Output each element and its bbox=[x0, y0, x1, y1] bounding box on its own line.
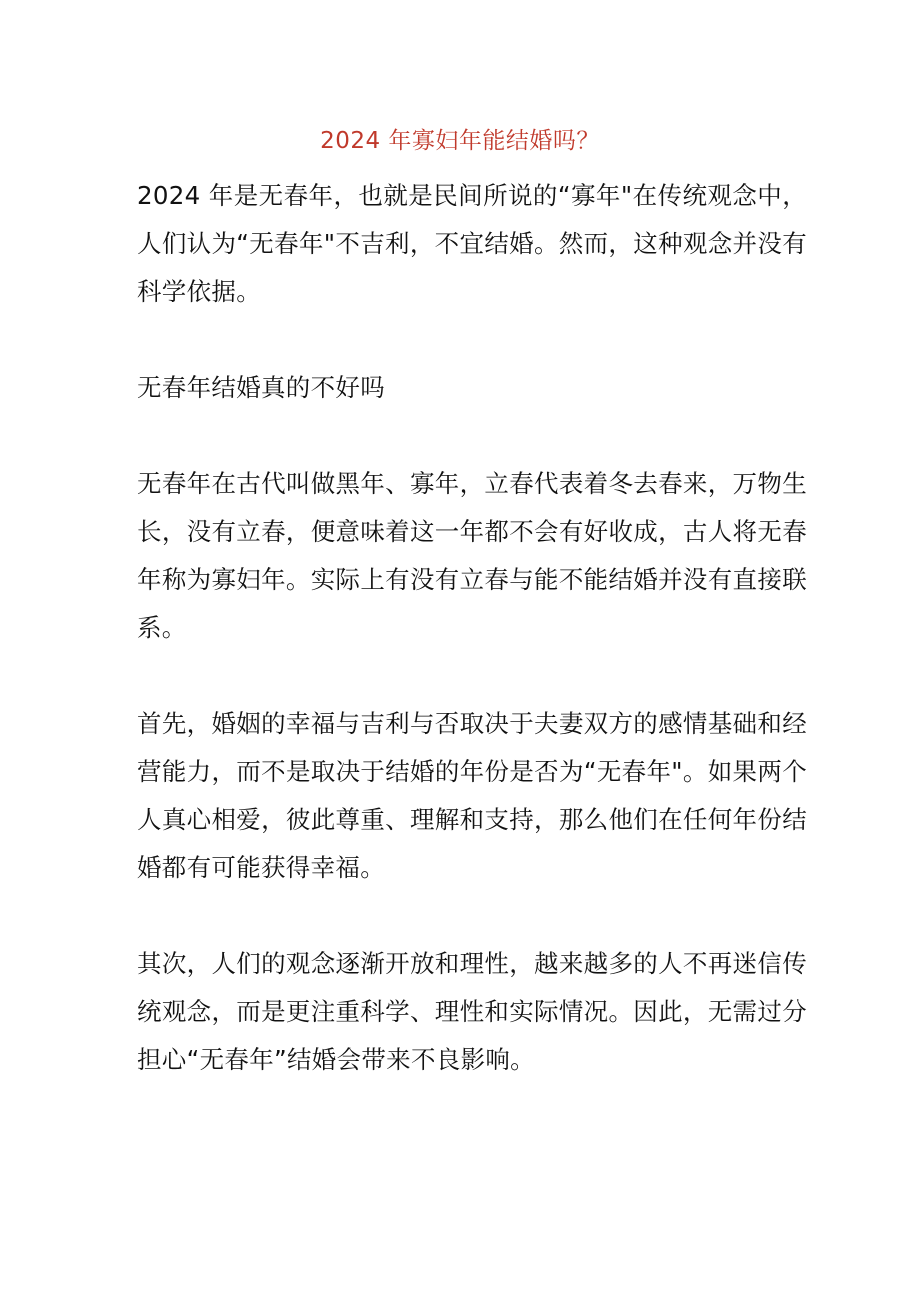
paragraph-second-point: 其次，人们的观念逐渐开放和理性，越来越多的人不再迷信传统观念，而是更注重科学、理性和实际情况。因此，无需过分担心“无春年”结婚会带来不良影响。 bbox=[137, 949, 807, 1074]
document-body bbox=[137, 172, 807, 1084]
paragraph-first-point: 首先，婚姻的幸福与吉利与否取决于夫妻双方的感情基础和经营能力，而不是取决于结婚的年份是否为“无春年"。如果两个人真心相爱，彼此尊重、理解和支持，那么他们在任何年份结婚都有可能获得幸福。 bbox=[137, 709, 807, 882]
paragraph-history: 无春年在古代叫做黑年、寡年，立春代表着冬去春来，万物生长，没有立春，便意味着这一年都不会有好收成，古人将无春年称为寡妇年。实际上有没有立春与能不能结婚并没有直接联系。 bbox=[137, 469, 807, 642]
paragraph-question-heading: 无春年结婚真的不好吗 bbox=[137, 373, 385, 402]
document-title: 2024 年寡妇年能结婚吗？ bbox=[320, 128, 600, 154]
paragraph-intro: 2024 年是无春年，也就是民间所说的“寡年"在传统观念中，人们认为“无春年"不吉利，不宜结婚。然而，这种观念并没有科学依据。 bbox=[137, 181, 807, 306]
